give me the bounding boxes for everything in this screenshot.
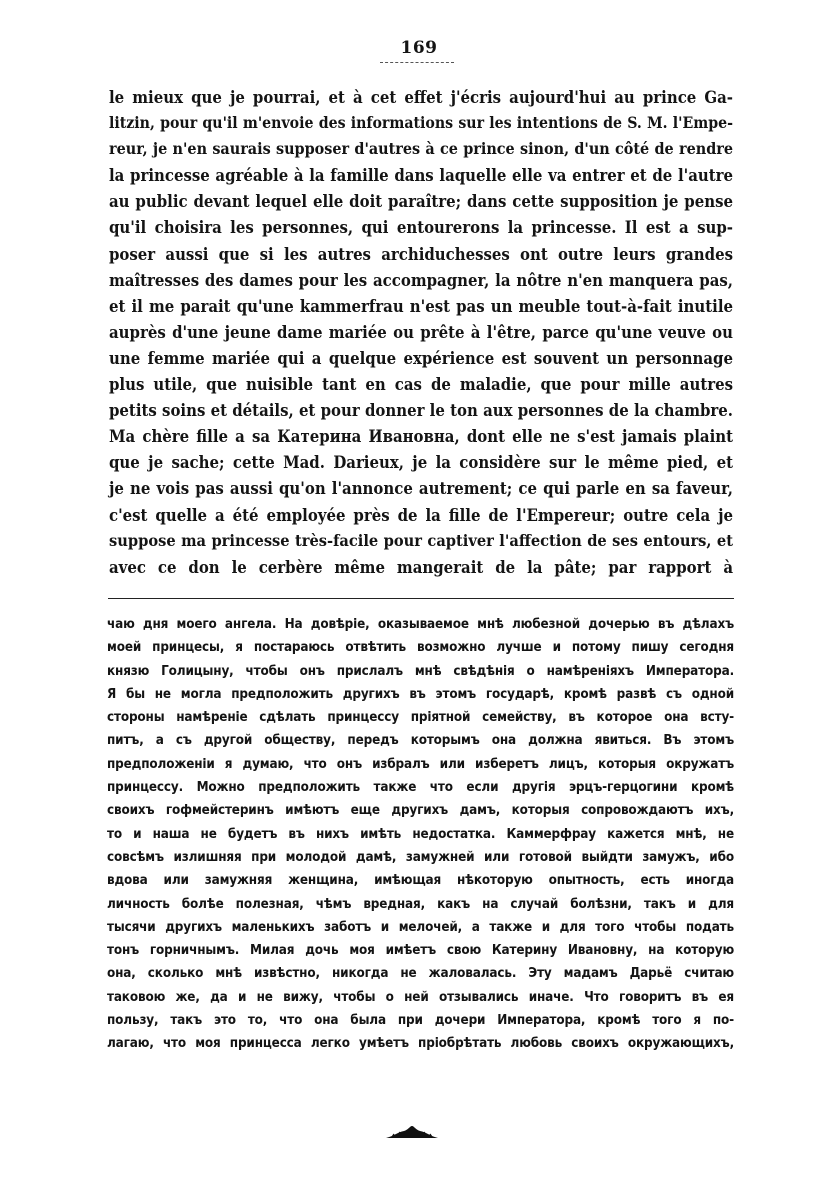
french-text-block xyxy=(109,84,733,580)
text-line: чаю дня моего ангела. На довѣріе, оказываемое мнѣ любезной дочерью въ дѣлахъ xyxy=(107,617,734,632)
text-line: le mieux que je pourrai, et à cet effet j'écris aujourd'hui au prince Ga- xyxy=(109,87,733,107)
text-line: лагаю, что моя принцесса легко умѣетъ пріобрѣтать любовь своихъ окружающихъ, xyxy=(107,1036,734,1052)
text-line: une femme mariée qui a quelque expérience est souvent un personnage xyxy=(109,347,733,368)
text-line: c'est quelle a été employée près de la fille de l'Empereur; outre cela je xyxy=(109,504,733,525)
text-line: принцессу. Можно предположить также что если другія эрцъ-герцогини кромѣ xyxy=(107,780,734,796)
text-line: Ma chère fille a sa Катерина Ивановна, dont elle ne s'est jamais plaint xyxy=(109,426,733,447)
text-line: maîtresses des dames pour les accompagner, la nôtre n'en manquera pas, xyxy=(109,269,733,290)
text-line: reur, je n'en saurais supposer d'autres à ce prince sinon, d'un côté de rendre xyxy=(109,139,733,159)
end-ornament-icon xyxy=(384,1124,440,1142)
footnote-divider xyxy=(108,598,734,599)
text-line: предположеніи я думаю, что онъ избралъ или изберетъ лицъ, которыя окружатъ xyxy=(107,756,734,772)
russian-translation-block xyxy=(107,613,734,1056)
text-line: petits soins et détails, et pour donner le ton aux personnes de la chambre. xyxy=(109,400,733,421)
text-line: то и наша не будетъ въ нихъ имѣть недостатка. Каммерфрау кажется мнѣ, не xyxy=(107,826,734,842)
text-line: la princesse agréable à la famille dans laquelle elle va entrer et de l'autre xyxy=(109,165,733,186)
text-line: qu'il choisira les personnes, qui entourerons la princesse. Il est a sup- xyxy=(109,217,733,238)
text-line: тонъ горничнымъ. Милая дочь моя имѣетъ свою Катерину Ивановну, на которую xyxy=(107,943,734,959)
text-line: au public devant lequel elle doit paraître; dans cette supposition je pense xyxy=(109,191,733,212)
text-line: je ne vois pas aussi qu'on l'annonce autrement; ce qui parle en sa faveur, xyxy=(109,478,733,499)
text-line: que je sache; cette Mad. Darieux, je la considère sur le même pied, et xyxy=(109,452,733,473)
text-line: совсѣмъ излишняя при молодой дамѣ, замужней или готовой выйдти замужъ, ибо xyxy=(107,849,734,865)
text-line: Я бы не могла предположить другихъ въ этомъ государѣ, кромѣ развѣ съ одной xyxy=(107,686,734,702)
text-line: стороны намѣреніе сдѣлать принцессу пріятной семейству, въ которое она всту- xyxy=(107,710,734,726)
text-line: тысячи другихъ маленькихъ заботъ и мелочей, а также и для того чтобы подать xyxy=(107,919,734,935)
text-line: моей принцесы, я постараюсь отвѣтить возможно лучше и потому пишу сегодня xyxy=(107,640,734,656)
text-line: таковою же, да и не вижу, чтобы о ней отзывались иначе. Что говоритъ въ ея xyxy=(107,989,734,1005)
text-line: poser aussi que si les autres archiduchesses ont outre leurs grandes xyxy=(109,243,733,264)
text-line: личность болѣе полезная, чѣмъ вредная, какъ на случай болѣзни, такъ и для xyxy=(107,896,734,912)
text-line: своихъ гофмейстеринъ имѣютъ еще другихъ дамъ, которыя сопровождаютъ ихъ, xyxy=(107,803,734,819)
text-line: пользу, такъ это то, что она была при дочери Императора, кромѣ того я по- xyxy=(107,1013,734,1029)
text-line: князю Голицыну, чтобы онъ прислалъ мнѣ свѣдѣнія о намѣреніяхъ Императора. xyxy=(107,663,734,679)
page-number-underline xyxy=(380,62,454,63)
page-number: 169 xyxy=(400,38,438,58)
text-line: питъ, а съ другой обществу, передъ которымъ она должна явиться. Въ этомъ xyxy=(107,733,734,749)
text-line: plus utile, que nuisible tant en cas de maladie, que pour mille autres xyxy=(109,374,733,395)
text-line: auprès d'une jeune dame mariée ou prête à l'être, parce qu'une veuve ou xyxy=(109,321,733,342)
text-line: et il me parait qu'une kammerfrau n'est pas un meuble tout-à-fait inutile xyxy=(109,295,733,316)
text-line: avec ce don le cerbère même mangerait de la pâte; par rapport à xyxy=(109,556,733,577)
text-line: она, сколько мнѣ извѣстно, никогда не жаловалась. Эту мадамъ Дарьё считаю xyxy=(107,966,734,982)
text-line: suppose ma princesse très-facile pour captiver l'affection de ses entours, et xyxy=(109,530,733,550)
text-line: litzin, pour qu'il m'envoie des informations sur les intentions de S. M. l'Empe- xyxy=(109,113,733,133)
text-line: вдова или замужняя женщина, имѣющая нѣкоторую опытность, есть иногда xyxy=(107,873,734,889)
